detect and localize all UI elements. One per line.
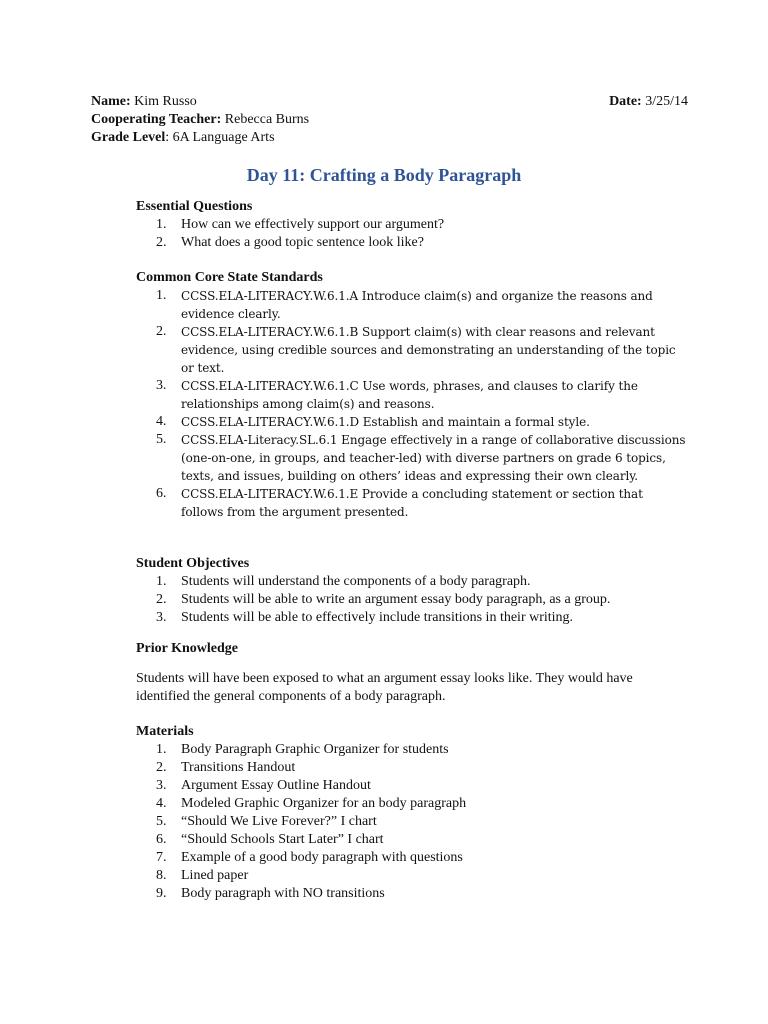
- date-line: [609, 93, 688, 111]
- list-item: 2. Students will be able to write an argument essay body paragraph, as a group.: [156, 592, 611, 607]
- list-item: 6. CCSS.ELA-LITERACY.W.6.1.E Provide a concluding statement or section that follows from the argument presented.: [156, 486, 643, 519]
- prior-knowledge-heading: Prior Knowledge: [136, 641, 239, 656]
- list-item: 9. Body paragraph with NO transitions: [156, 886, 385, 901]
- list-item: 4. CCSS.ELA-LITERACY.W.6.1.D Establish and maintain a formal style.: [156, 414, 590, 429]
- materials-list: [136, 741, 686, 903]
- list-item: 3. CCSS.ELA-LITERACY.W.6.1.C Use words, phrases, and clauses to clarify the relationships among claim(s) and reasons.: [156, 378, 638, 411]
- list-item: 1. Students will understand the components of a body paragraph.: [156, 574, 531, 589]
- name-line: [91, 93, 197, 111]
- list-item: 1. How can we effectively support our argument?: [156, 217, 445, 232]
- date-value: 3/25/14: [645, 94, 688, 109]
- list-item: 2. CCSS.ELA-LITERACY.W.6.1.B Support claim(s) with clear reasons and relevant evidence, using credible sources and demonstrating an understanding of the topic or text.: [156, 324, 676, 375]
- list-item: 8. Lined paper: [156, 868, 249, 883]
- teacher-label: Cooperating Teacher:: [91, 112, 222, 127]
- date-label: Date:: [609, 94, 642, 109]
- list-item: 3. Argument Essay Outline Handout: [156, 778, 371, 793]
- objectives-heading: Student Objectives: [136, 556, 250, 571]
- essential-questions-heading: Essential Questions: [136, 199, 253, 214]
- list-item: 5. “Should We Live Forever?” I chart: [156, 814, 377, 829]
- grade-label: Grade Level: [91, 130, 166, 145]
- list-item: 2. Transitions Handout: [156, 760, 296, 775]
- list-item: 1. Body Paragraph Graphic Organizer for students: [156, 742, 449, 757]
- standards-list: [136, 287, 686, 521]
- materials-heading: Materials: [136, 724, 194, 739]
- list-item: 4. Modeled Graphic Organizer for an body paragraph: [156, 796, 467, 811]
- list-item: 5. CCSS.ELA-Literacy.SL.6.1 Engage effectively in a range of collaborative discussions (one-on-one, in groups, and teacher-led) with diverse partners on grade 6 topics, texts, and issues, building on others’ ideas and expressing their own clearly.: [156, 432, 686, 483]
- list-item: 1. CCSS.ELA-LITERACY.W.6.1.A Introduce claim(s) and organize the reasons and evidence clearly.: [156, 288, 653, 321]
- list-item: 7. Example of a good body paragraph with questions: [156, 850, 463, 865]
- list-item: 6. “Should Schools Start Later” I chart: [156, 832, 384, 847]
- list-item: 2. What does a good topic sentence look like?: [156, 235, 424, 250]
- name-value: Kim Russo: [134, 94, 197, 109]
- list-item: 3. Students will be able to effectively include transitions in their writing.: [156, 610, 574, 625]
- grade-line: [91, 129, 275, 147]
- essential-questions-list: [136, 216, 686, 252]
- standards-heading: Common Core State Standards: [136, 270, 323, 285]
- prior-knowledge-text: Students will have been exposed to what an argument essay looks like. They would have identified the general components of a body paragraph.: [136, 671, 633, 704]
- teacher-value: Rebecca Burns: [224, 112, 310, 127]
- page-title: Day 11: Crafting a Body Paragraph: [246, 165, 522, 185]
- teacher-line: [91, 111, 309, 129]
- objectives-list: [136, 573, 686, 627]
- grade-value: : 6A Language Arts: [165, 130, 275, 145]
- name-label: Name:: [91, 94, 131, 109]
